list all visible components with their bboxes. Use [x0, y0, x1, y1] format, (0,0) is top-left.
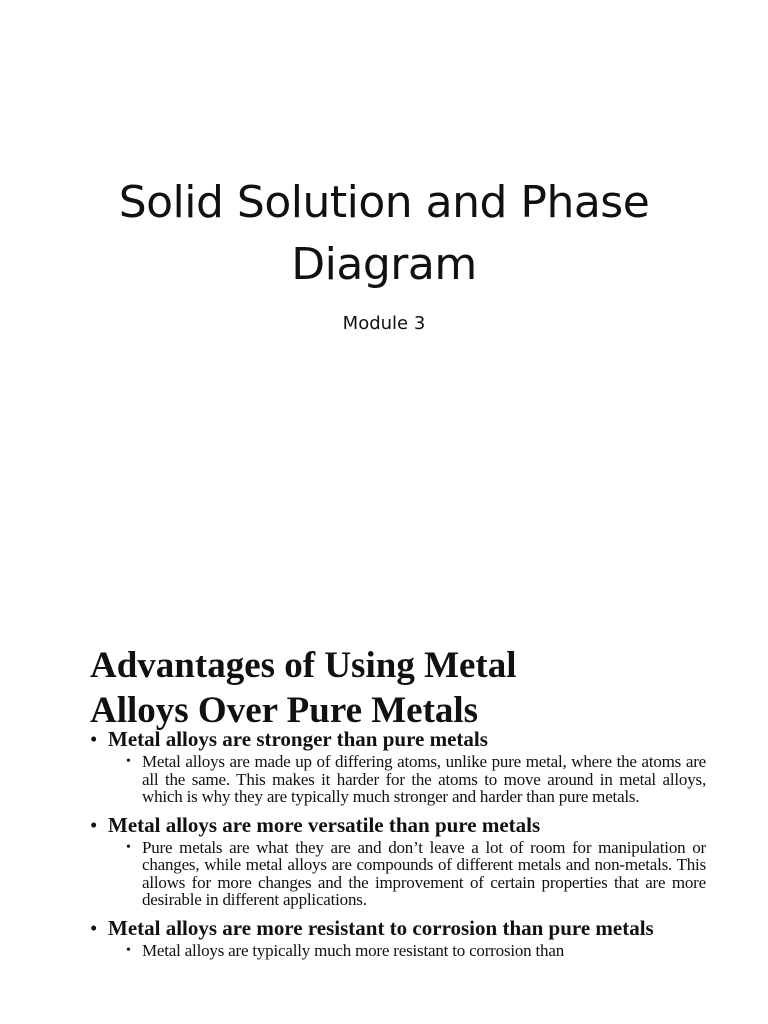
slide-title [90, 643, 730, 733]
sub-bullet-text: Pure metals are what they are and don’t leave a lot of room for manipulation or changes, while metal alloys are compounds of different metals and non-metals. This allows for more changes and the improvement of certain properties that are more desirable in different applications. [142, 837, 706, 909]
bullet-item [90, 917, 706, 960]
bullet-list [90, 728, 706, 967]
bullet-marker: • [90, 727, 98, 751]
slide-title-line-2: Alloys Over Pure Metals [90, 690, 479, 731]
bullet-marker: • [90, 915, 98, 940]
title-line-1: Solid Solution and Phase [118, 177, 650, 228]
sub-bullet-text: Metal alloys are made up of differing atoms, unlike pure metal, where the atoms are all the same. This makes it harder for the atoms to move around in metal alloys, which is why they are typically much stronger and harder than pure metals. [142, 752, 706, 806]
advantages-slide [0, 576, 768, 1024]
sub-bullet-item [108, 753, 706, 806]
bullet-marker: • [90, 812, 98, 837]
sub-bullet-text: Metal alloys are typically much more resistant to corrosion than [142, 940, 564, 960]
sub-bullet-item [108, 942, 706, 960]
bullet-item [90, 728, 706, 806]
bullet-heading: Metal alloys are more versatile than pure metals [108, 812, 541, 837]
presentation-subtitle: Module 3 [342, 313, 426, 334]
title-line-2: Diagram [291, 239, 477, 290]
sub-bullet-marker: • [126, 942, 131, 958]
presentation-title [0, 172, 768, 296]
sub-bullet-item [108, 839, 706, 909]
slide-title-line-1: Advantages of Using Metal [90, 645, 517, 686]
sub-bullet-marker: • [126, 839, 131, 855]
bullet-heading: Metal alloys are stronger than pure metals [108, 727, 488, 751]
bullet-heading: Metal alloys are more resistant to corrosion than pure metals [108, 915, 654, 940]
bullet-item [90, 814, 706, 909]
sub-bullet-marker: • [126, 754, 131, 769]
